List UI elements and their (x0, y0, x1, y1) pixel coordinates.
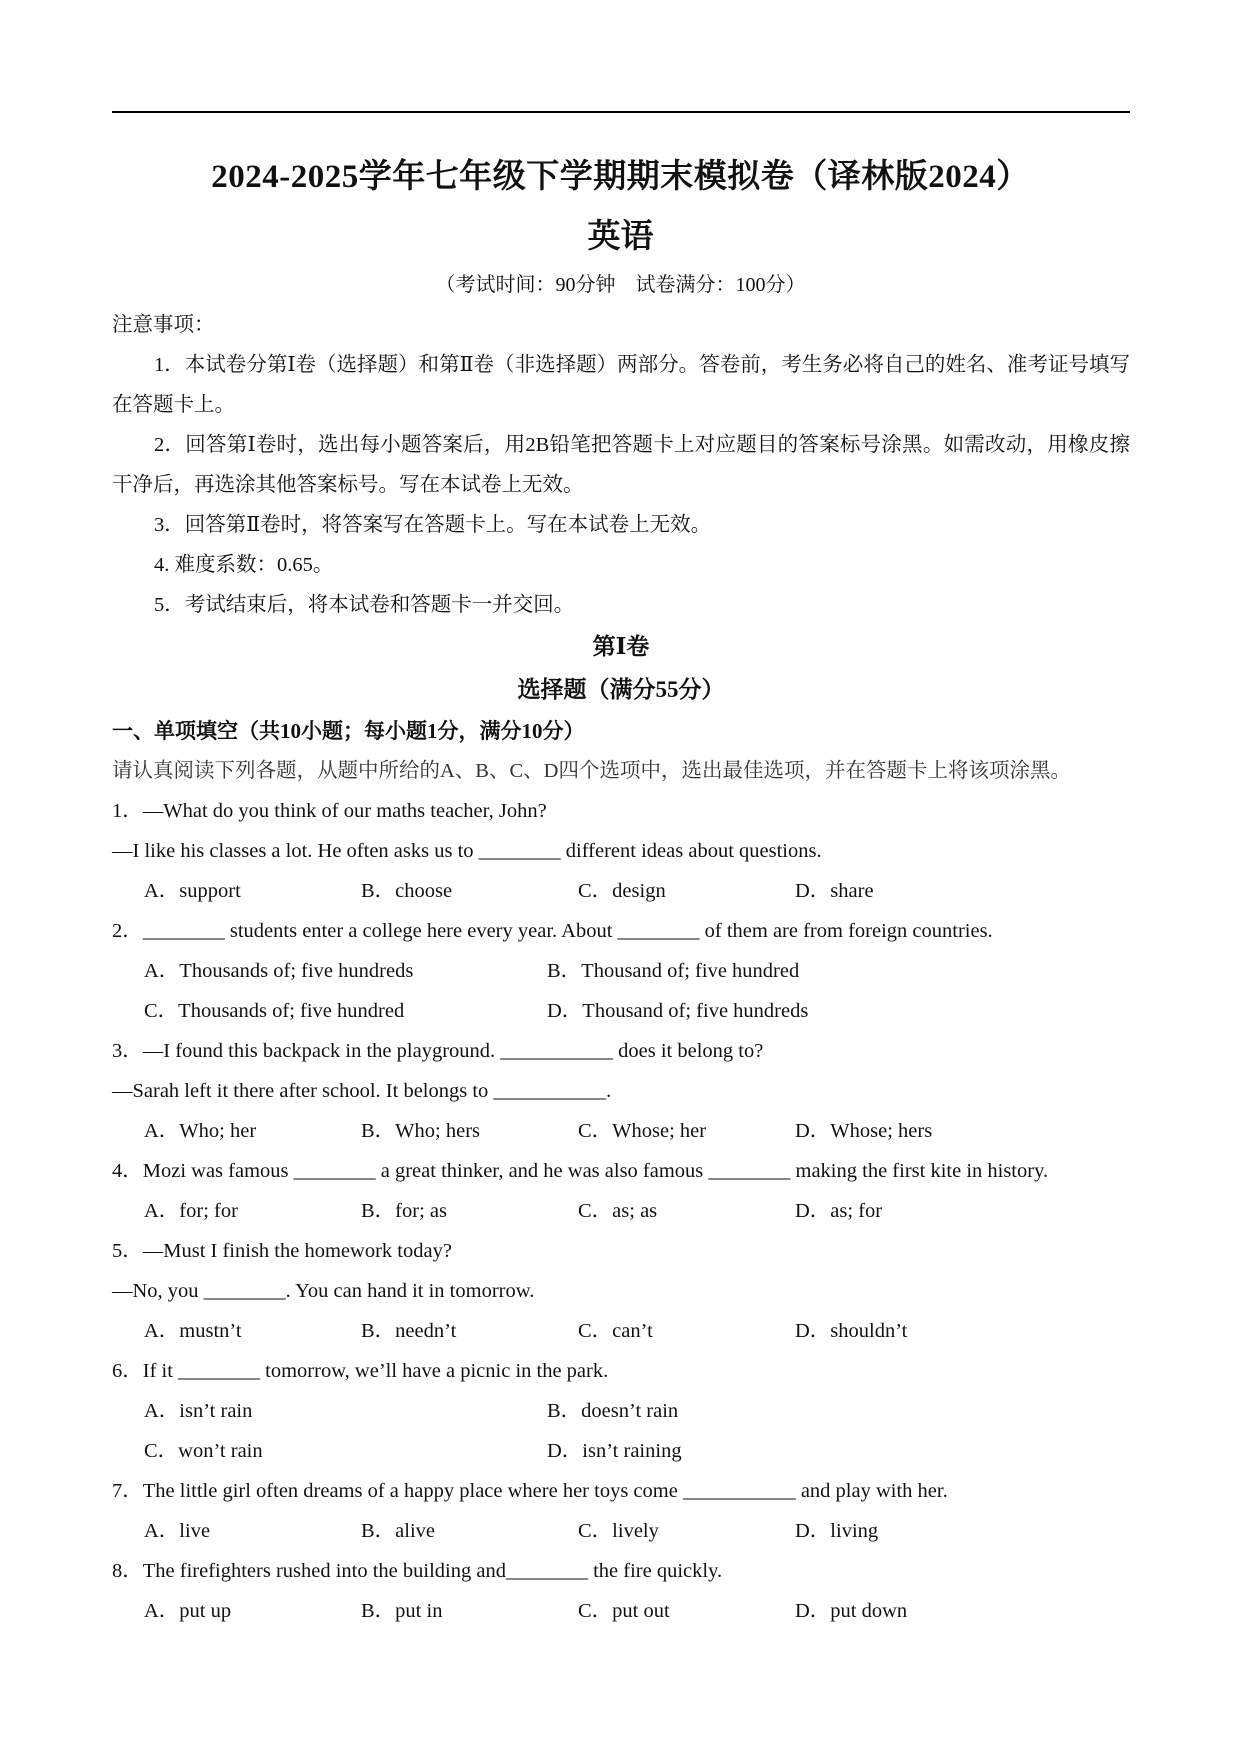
option-row (112, 951, 1130, 991)
option-a: A．mustn’t (144, 1320, 242, 1342)
option-c: C．as; as (578, 1200, 658, 1222)
notice-item-5: 5．考试结束后，将本试卷和答题卡一并交回。 (154, 594, 575, 616)
option-d: D．Thousand of; five hundreds (547, 1000, 809, 1022)
option-c: C．won’t rain (144, 1440, 263, 1462)
option-b: B．Who; hers (361, 1120, 480, 1142)
option-row (112, 871, 1130, 911)
question-stem: 8．The firefighters rushed into the building and________ the fire quickly. (112, 1560, 723, 1582)
option-d: D．as; for (795, 1200, 883, 1222)
question-stem: —I like his classes a lot. He often asks us to ________ different ideas about questions. (112, 840, 822, 862)
header-rule (112, 111, 1130, 113)
question-stem: 5．—Must I finish the homework today? (112, 1240, 452, 1262)
option-a: A．support (144, 880, 241, 902)
part-subtitle: 选择题（满分55分） (517, 677, 725, 702)
exam-title: 2024-2025学年七年级下学期期末模拟卷（译林版2024） (211, 159, 1030, 195)
exam-content (112, 305, 1130, 1631)
option-d: D．share (795, 880, 874, 902)
option-c: C．Whose; her (578, 1120, 707, 1142)
part-label: 第Ⅰ卷 (592, 634, 650, 659)
option-b: B．choose (361, 880, 453, 902)
option-row (112, 1311, 1130, 1351)
option-b: B．needn’t (361, 1320, 457, 1342)
option-d: D．living (795, 1520, 879, 1542)
option-d: D．put down (795, 1600, 908, 1622)
option-b: B．alive (361, 1520, 436, 1542)
option-c: C．can’t (578, 1320, 653, 1342)
option-b: B．Thousand of; five hundred (547, 960, 800, 982)
exam-info: （考试时间：90分钟 试卷满分：100分） (435, 274, 806, 296)
notice-item-1: 1．本试卷分第Ⅰ卷（选择题）和第Ⅱ卷（非选择题）两部分。答卷前，考生务必将自己的姓名、准考证号填写在答题卡上。 (112, 354, 1130, 416)
option-d: D．shouldn’t (795, 1320, 908, 1342)
question-list (112, 791, 1130, 1631)
question-stem: 7．The little girl often dreams of a happy place where her toys come ___________ and play with her. (112, 1480, 948, 1502)
question-4 (112, 1151, 1130, 1231)
question-5 (112, 1231, 1130, 1351)
question-stem: —Sarah left it there after school. It belongs to ___________. (112, 1080, 612, 1102)
question-1 (112, 791, 1130, 911)
question-stem: 3．—I found this backpack in the playground. ___________ does it belong to? (112, 1040, 764, 1062)
question-stem: 1．—What do you think of our maths teacher, John? (112, 800, 547, 822)
option-a: A．Thousands of; five hundreds (144, 960, 414, 982)
question-stem: 6．If it ________ tomorrow, we’ll have a picnic in the park. (112, 1360, 609, 1382)
notice-item-2: 2．回答第Ⅰ卷时，选出每小题答案后，用2B铅笔把答题卡上对应题目的答案标号涂黑。如需改动，用橡皮擦干净后，再选涂其他答案标号。写在本试卷上无效。 (112, 434, 1130, 496)
option-a: A．isn’t rain (144, 1400, 253, 1422)
option-a: A．Who; her (144, 1120, 257, 1142)
option-row (112, 991, 1130, 1031)
option-b: B．for; as (361, 1200, 447, 1222)
option-c: C．Thousands of; five hundred (144, 1000, 405, 1022)
question-2 (112, 911, 1130, 1031)
option-row (112, 1431, 1130, 1471)
notice-item-3: 3．回答第Ⅱ卷时，将答案写在答题卡上。写在本试卷上无效。 (154, 514, 712, 536)
question-stem: 4．Mozi was famous ________ a great thinker, and he was also famous ________ making the first kite in history. (112, 1160, 1049, 1182)
notice-heading: 注意事项： (112, 314, 215, 336)
option-c: C．put out (578, 1600, 670, 1622)
option-b: B．doesn’t rain (547, 1400, 679, 1422)
option-row (112, 1591, 1130, 1631)
option-a: A．for; for (144, 1200, 238, 1222)
option-b: B．put in (361, 1600, 443, 1622)
option-a: A．put up (144, 1600, 232, 1622)
section-heading: 一、单项填空（共10小题；每小题1分，满分10分） (112, 719, 585, 743)
question-stem: 2．________ students enter a college here every year. About ________ of them are from foreign countries. (112, 920, 993, 942)
question-stem: —No, you ________. You can hand it in tomorrow. (112, 1280, 535, 1302)
option-d: D．isn’t raining (547, 1440, 682, 1462)
question-3 (112, 1031, 1130, 1151)
question-8 (112, 1551, 1130, 1631)
subject-title: 英语 (587, 219, 654, 255)
option-a: A．live (144, 1520, 211, 1542)
notice-item-4: 4. 难度系数：0.65。 (154, 554, 334, 576)
section-instruction: 请认真阅读下列各题，从题中所给的A、B、C、D四个选项中，选出最佳选项，并在答题卡上将该项涂黑。 (112, 760, 1071, 782)
option-c: C．design (578, 880, 666, 902)
option-row (112, 1511, 1130, 1551)
option-row (112, 1191, 1130, 1231)
question-7 (112, 1471, 1130, 1551)
option-c: C．lively (578, 1520, 659, 1542)
question-6 (112, 1351, 1130, 1471)
option-row (112, 1111, 1130, 1151)
option-d: D．Whose; hers (795, 1120, 933, 1142)
option-row (112, 1391, 1130, 1431)
